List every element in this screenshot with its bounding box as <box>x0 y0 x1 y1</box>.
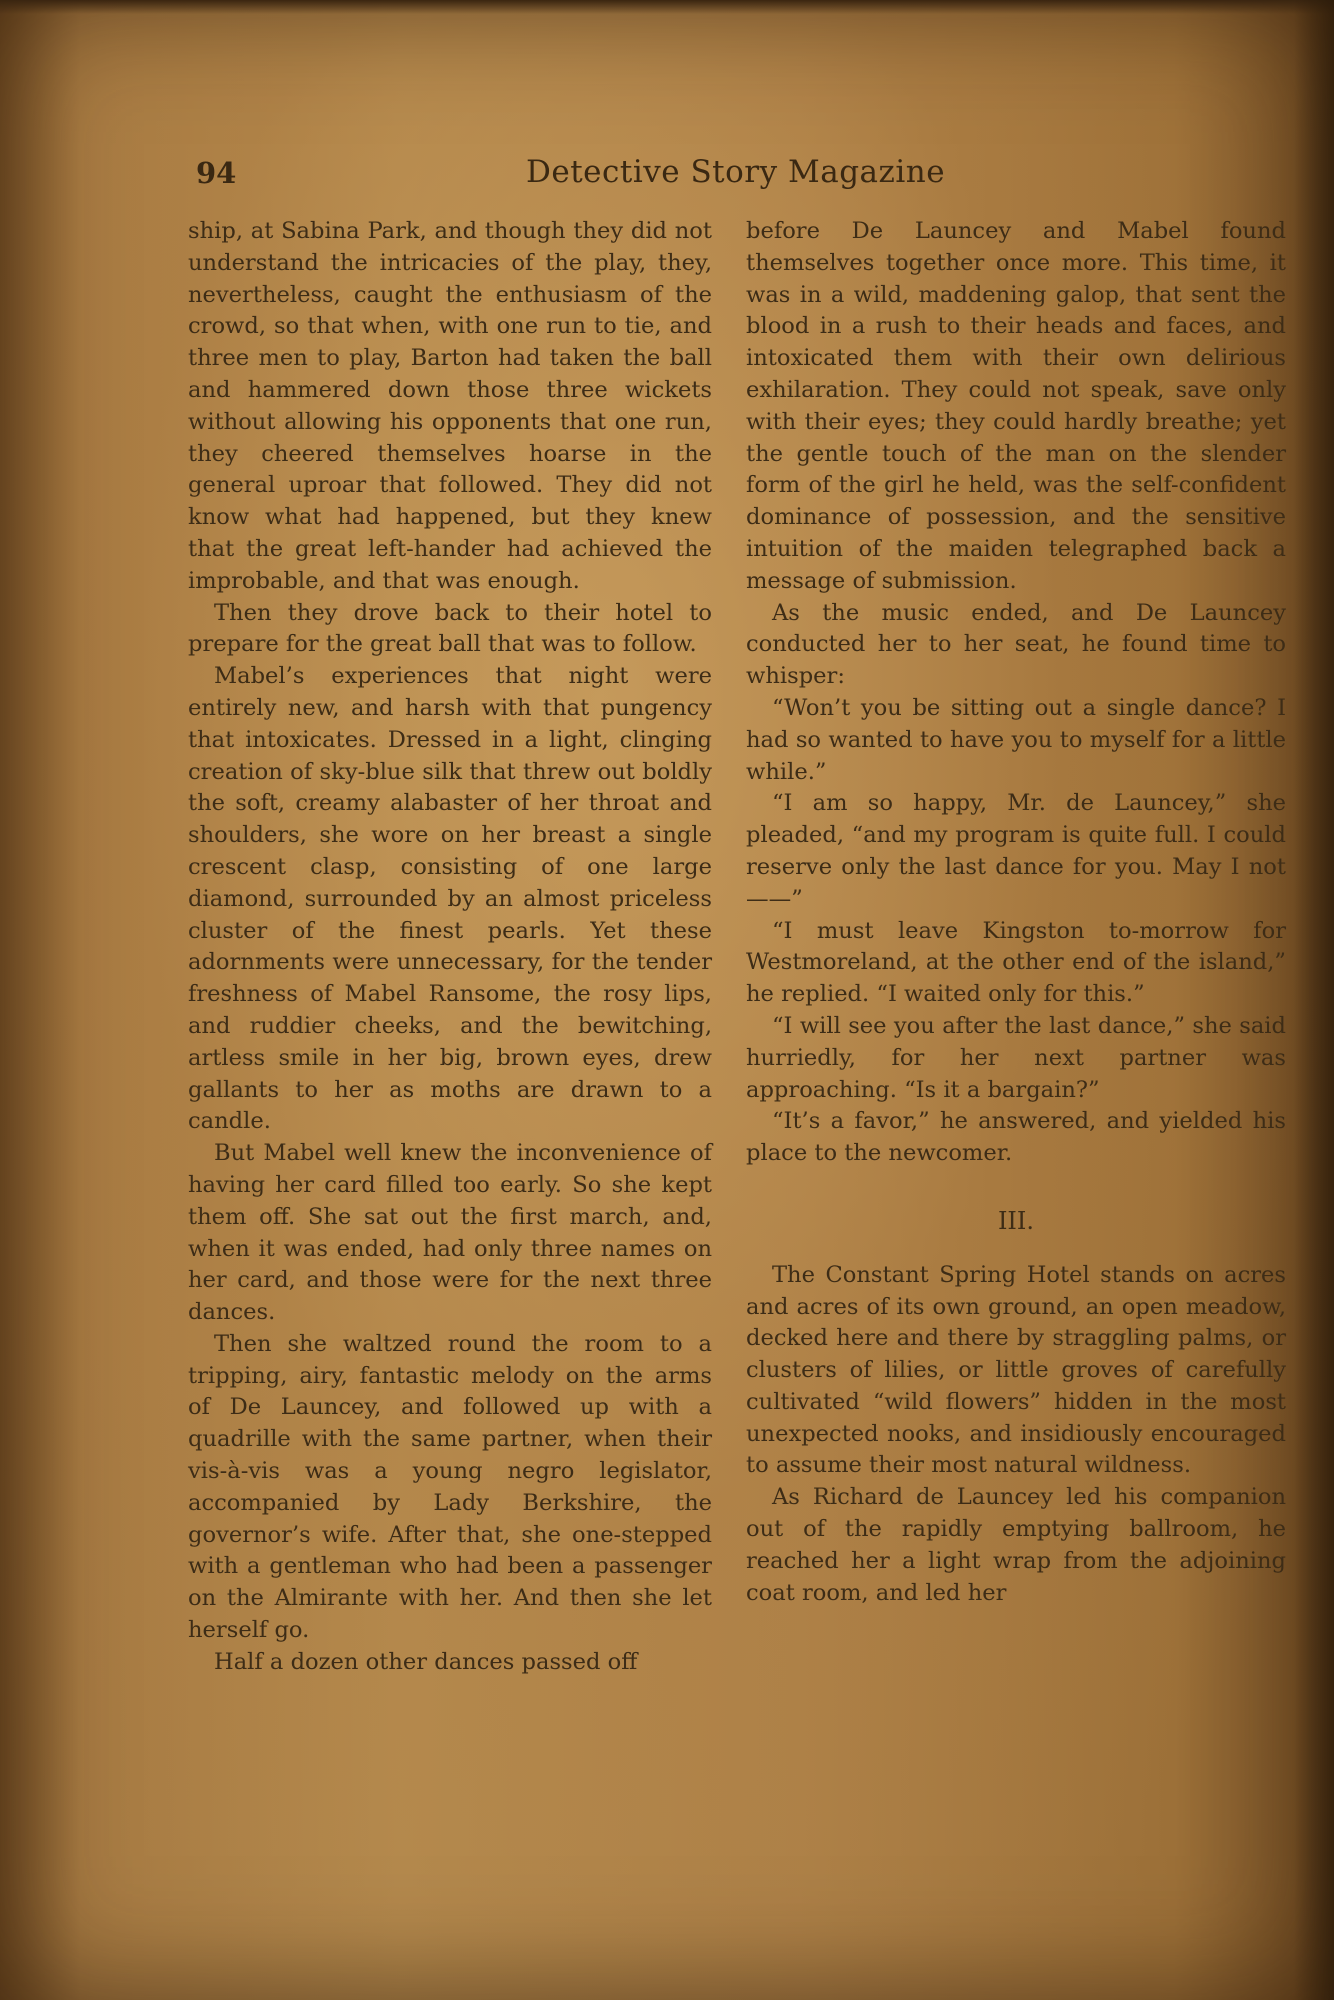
paragraph: Mabel’s experiences that night were entirely new, and harsh with that pungency that intoxicates. Dressed in a light, clinging creation of sky-blue silk that threw out boldly the soft, creamy alabaster of her throat and shoulders, she wore on her breast a single crescent clasp, consisting of one large diamond, surrounded by an almost priceless cluster of the finest pearls. Yet these adornments were unnecessary, for the tender freshness of Mabel Ransome, the rosy lips, and ruddier cheeks, and the bewitching, artless smile in her big, brown eyes, drew gallants to her as moths are drawn to a candle. <box>188 663 712 1135</box>
paragraph: The Constant Spring Hotel stands on acres and acres of its own ground, an open meadow, decked here and there by straggling palms, or clusters of lilies, or little groves of carefully cultivated “wild flowers” hidden in the most unexpected nooks, and insidiously encouraged to assume their most natural wildness. <box>746 1261 1286 1479</box>
paragraph: ship, at Sabina Park, and though they did not understand the intricacies of the play, they, nevertheless, caught the enthusiasm of the crowd, so that when, with one run to tie, and three men to play, Barton had taken the ball and hammered down those three wickets without allowing his opponents that one run, they cheered themselves hoarse in the general uproar that followed. They did not know what had happened, but they knew that the great left-hander had achieved the improbable, and that was enough. <box>188 218 712 594</box>
paragraph: “I must leave Kingston to-morrow for Westmoreland, at the other end of the island,” he replied. “I waited only for this.” <box>746 917 1286 1008</box>
paragraph: “I am so happy, Mr. de Launcey,” she pleaded, “and my program is quite full. I could reserve only the last dance for you. May I not——” <box>746 790 1286 912</box>
paragraph: “Won’t you be sitting out a single dance? I had so wanted to have you to myself for a little while.” <box>746 694 1286 785</box>
paragraph: As Richard de Launcey led his companion out of the rapidly emptying ballroom, he reached her a light wrap from the adjoining coat room, and led her <box>746 1484 1286 1606</box>
paragraph: Then she waltzed round the room to a tripping, airy, fantastic melody on the arms of De Launcey, and followed up with a quadrille with the same partner, when their vis-à-vis was a young negro legislator, accompanied by Lady Berkshire, the governor’s wife. After that, she one-stepped with a gentleman who had been a passenger on the Almirante with her. And then she let herself go. <box>188 1330 712 1644</box>
left-column <box>188 216 712 1679</box>
page-number: 94 <box>196 156 237 190</box>
paragraph: Half a dozen other dances passed off <box>213 1648 638 1675</box>
paragraph: before De Launcey and Mabel found themselves together once more. This time, it was in a wild, maddening galop, that sent the blood in a rush to their heads and faces, and intoxicated them with their own delirious exhilaration. They could not speak, save only with their eyes; they could hardly breathe; yet the gentle touch of the man on the slender form of the girl he held, was the self-confident dominance of possession, and the sensitive intuition of the maiden telegraphed back a message of submission. <box>746 218 1286 594</box>
paragraph: “It’s a favor,” he answered, and yielded his place to the newcomer. <box>746 1108 1286 1167</box>
right-column <box>746 216 1286 1609</box>
section-heading: III. <box>997 1206 1035 1235</box>
page-header <box>196 152 1286 198</box>
running-title: Detective Story Magazine <box>526 154 946 190</box>
paragraph: Then they drove back to their hotel to prepare for the great ball that was to follow. <box>188 599 712 658</box>
paragraph: As the music ended, and De Launcey conducted her to her seat, he found time to whisper: <box>746 599 1286 690</box>
paragraph: But Mabel well knew the inconvenience of having her card filled too early. So she kept them off. She sat out the first march, and, when it was ended, had only three names on her card, and those were for the next three dances. <box>188 1140 712 1326</box>
paragraph: “I will see you after the last dance,” she said hurriedly, for her next partner was approaching. “Is it a bargain?” <box>746 1012 1286 1103</box>
